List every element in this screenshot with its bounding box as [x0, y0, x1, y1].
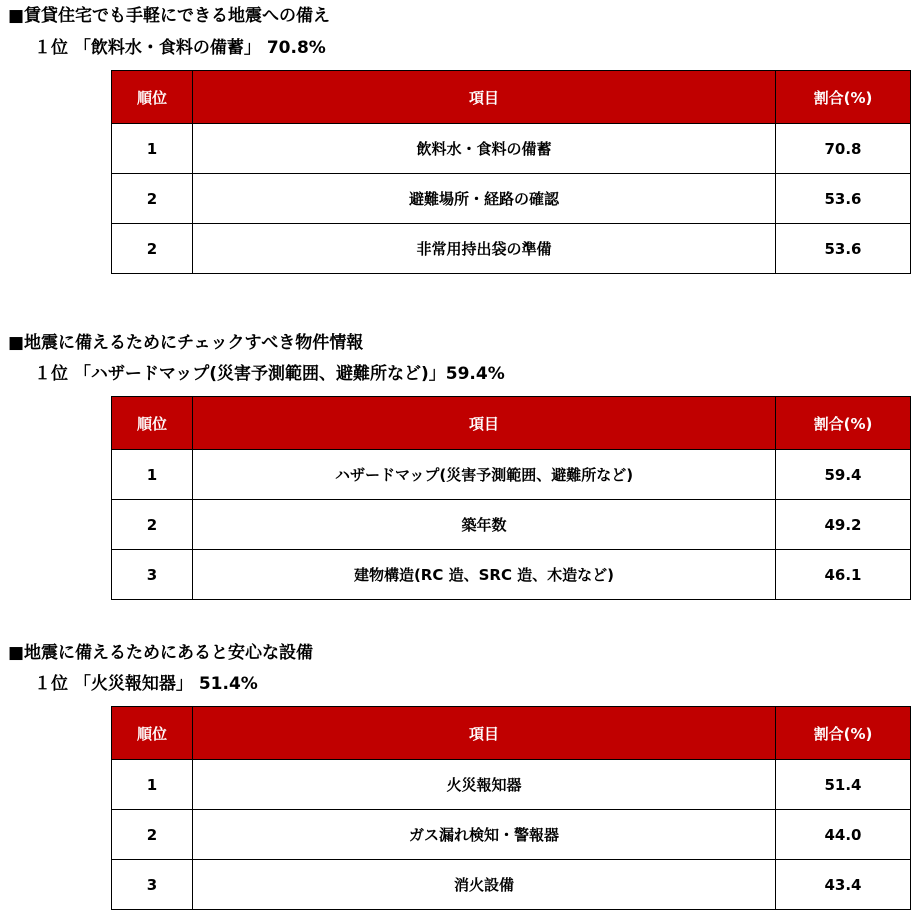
header-percent: 割合(%) [776, 397, 911, 450]
ranking-table [111, 706, 911, 910]
rank-cell: 2 [112, 174, 193, 224]
section-top-result: １位 「ハザードマップ(災害予測範囲、避難所など)」59.4% [34, 364, 505, 384]
item-cell: 築年数 [193, 500, 776, 550]
percent-cell: 70.8 [776, 124, 911, 174]
table-header-row [112, 71, 911, 124]
rank-cell: 1 [112, 760, 193, 810]
ranking-table [111, 70, 911, 274]
percent-cell: 49.2 [776, 500, 911, 550]
percent-cell: 53.6 [776, 174, 911, 224]
rank-cell: 1 [112, 450, 193, 500]
section-top-result: １位 「飲料水・食料の備蓄」 70.8% [34, 38, 326, 58]
table-row [112, 450, 911, 500]
header-percent: 割合(%) [776, 71, 911, 124]
table-row [112, 224, 911, 274]
ranking-table [111, 396, 911, 600]
percent-cell: 46.1 [776, 550, 911, 600]
percent-cell: 51.4 [776, 760, 911, 810]
item-cell: ガス漏れ検知・警報器 [193, 810, 776, 860]
header-item: 項目 [193, 71, 776, 124]
percent-cell: 53.6 [776, 224, 911, 274]
rank-cell: 2 [112, 500, 193, 550]
header-rank: 順位 [112, 397, 193, 450]
table-row [112, 760, 911, 810]
table-row [112, 124, 911, 174]
table-row [112, 550, 911, 600]
header-rank: 順位 [112, 71, 193, 124]
table-row [112, 500, 911, 550]
table-header-row [112, 397, 911, 450]
item-cell: 避難場所・経路の確認 [193, 174, 776, 224]
table-row [112, 860, 911, 910]
header-rank: 順位 [112, 707, 193, 760]
rank-cell: 1 [112, 124, 193, 174]
table-row [112, 174, 911, 224]
item-cell: 消火設備 [193, 860, 776, 910]
section-title: ■地震に備えるためにチェックすべき物件情報 [8, 333, 364, 353]
percent-cell: 44.0 [776, 810, 911, 860]
item-cell: ハザードマップ(災害予測範囲、避難所など) [193, 450, 776, 500]
table-header-row [112, 707, 911, 760]
section-title: ■地震に備えるためにあると安心な設備 [8, 643, 314, 663]
section-top-result: １位 「火災報知器」 51.4% [34, 674, 258, 694]
table-row [112, 810, 911, 860]
rank-cell: 3 [112, 860, 193, 910]
rank-cell: 3 [112, 550, 193, 600]
rank-cell: 2 [112, 224, 193, 274]
item-cell: 飲料水・食料の備蓄 [193, 124, 776, 174]
header-item: 項目 [193, 397, 776, 450]
rank-cell: 2 [112, 810, 193, 860]
percent-cell: 59.4 [776, 450, 911, 500]
header-item: 項目 [193, 707, 776, 760]
header-percent: 割合(%) [776, 707, 911, 760]
item-cell: 建物構造(RC 造、SRC 造、木造など) [193, 550, 776, 600]
percent-cell: 43.4 [776, 860, 911, 910]
item-cell: 火災報知器 [193, 760, 776, 810]
section-title: ■賃貸住宅でも手軽にできる地震への備え [8, 6, 331, 26]
item-cell: 非常用持出袋の準備 [193, 224, 776, 274]
